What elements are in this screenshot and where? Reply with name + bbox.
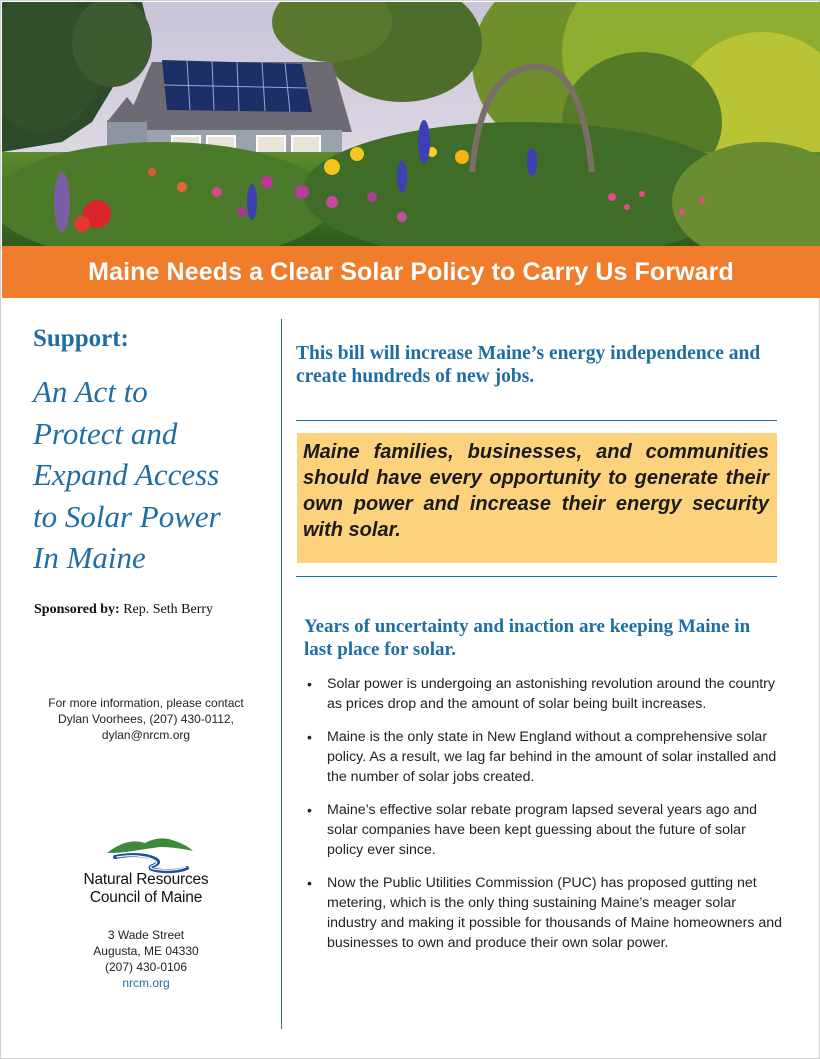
phone-line: (207) 430-0106 (104, 960, 188, 974)
logo-line: Council of Maine (89, 889, 203, 906)
contact-info (21, 695, 271, 743)
mountain-river-icon (105, 835, 195, 875)
sponsor-name: Rep. Seth Berry (119, 602, 214, 617)
hero-photo (2, 2, 820, 246)
bullet-list (305, 674, 785, 966)
contact-line: Dylan Voorhees, (207) 430-0112, (58, 712, 234, 726)
title-banner (2, 246, 820, 298)
banner-title: Maine Needs a Clear Solar Policy to Carry Us Forward (88, 257, 734, 286)
left-sidebar (1, 299, 281, 1059)
website-link[interactable]: nrcm.org (122, 976, 170, 990)
bullet-item: • Maine is the only state in New England without a comprehensive solar policy. As a result, we lag far behind in the amount of solar installed and the number of solar jobs created. (305, 727, 785, 787)
address-line: Augusta, ME 04330 (93, 944, 199, 958)
column-divider (281, 319, 282, 1029)
address-line: 3 Wade Street (107, 928, 185, 942)
support-label: Support: (33, 325, 129, 352)
bullet-item: • Now the Public Utilities Commission (PUC) has proposed gutting net metering, which is the only thing sustaining Maine’s meager solar industry and making it possible for thousands of Maine homeowners and businesses to own and produce their own solar power. (305, 873, 785, 953)
act-title-line: Expand Access (33, 457, 220, 492)
sponsor-line (34, 602, 213, 618)
bullet-item: • Maine’s effective solar rebate program lapsed several years ago and solar companies have been kept guessing about the future of solar policy ever since. (305, 800, 785, 860)
logo-text (71, 871, 221, 907)
act-title-line: Protect and (33, 415, 178, 451)
address-block (21, 927, 271, 991)
hero-illustration (2, 2, 820, 246)
act-title (33, 371, 273, 579)
act-title-line: An Act to (33, 374, 148, 409)
bullet-item: • Solar power is undergoing an astonishing revolution around the country as prices drop and the amount of solar being built increases. (305, 674, 785, 714)
section-heading: Years of uncertainty and inaction are keeping Maine in last place for solar. (304, 616, 751, 660)
lead-statement: This bill will increase Maine’s energy independence and create hundreds of new jobs. (296, 343, 761, 387)
act-title-line: to Solar Power (33, 498, 221, 534)
sponsor-label: Sponsored by: (34, 602, 120, 617)
logo-line: Natural Resources (83, 871, 209, 888)
act-title-line: In Maine (33, 540, 146, 575)
contact-email: dylan@nrcm.org (101, 728, 191, 742)
divider-top (296, 420, 777, 421)
callout-text: Maine families, businesses, and communities should have every opportunity to generate their own power and increase their energy security with solar. (303, 441, 769, 541)
divider-bottom (296, 576, 777, 577)
callout-box (297, 433, 777, 563)
contact-line: For more information, please contact (48, 696, 244, 710)
